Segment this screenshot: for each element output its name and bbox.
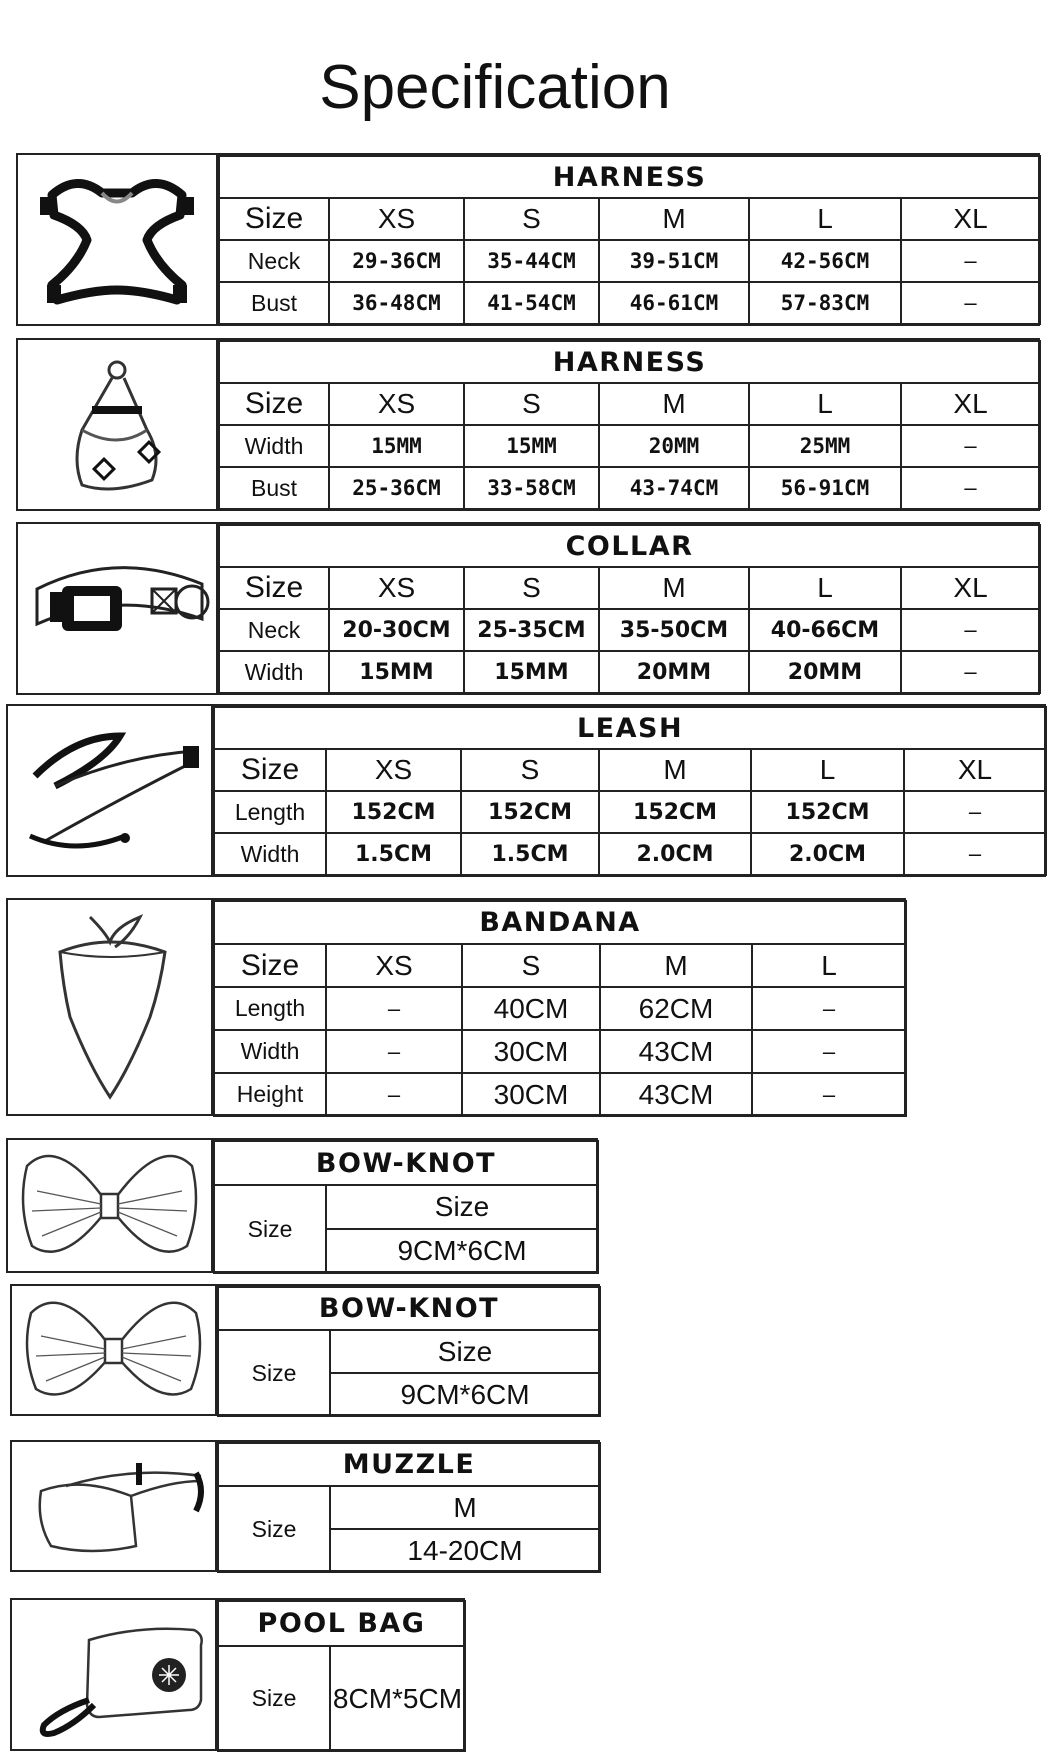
leash-section [6, 704, 1046, 877]
cell-value: 25MM [749, 425, 901, 467]
cell-value: 15MM [464, 425, 599, 467]
cell-value: 152CM [326, 791, 461, 833]
row-label: Length [214, 791, 326, 833]
size-m: M [599, 198, 749, 240]
size-xl: XL [904, 749, 1046, 791]
muzzle-section [10, 1440, 600, 1572]
row-label: Width [219, 651, 329, 693]
row-label: Neck [219, 240, 329, 282]
size-s: S [461, 749, 599, 791]
cell-value: 42-56CM [749, 240, 901, 282]
row-label: Size [218, 1330, 330, 1416]
cell-value: 43CM [600, 1073, 752, 1116]
cell-value: 41-54CM [464, 282, 599, 324]
cell-value: 152CM [751, 791, 904, 833]
harness-vest-section [16, 153, 1040, 326]
bow-knot-section [6, 1138, 598, 1273]
cell-value: 9CM*6CM [326, 1229, 598, 1273]
size-xs: XS [329, 567, 464, 609]
size-header: Size [219, 383, 329, 425]
size-xl: XL [901, 567, 1040, 609]
cell-value: 1.5CM [461, 833, 599, 875]
cell-value: 14-20CM [330, 1529, 600, 1572]
cell-value: 1.5CM [326, 833, 461, 875]
vest-harness-icon [18, 155, 218, 324]
size-xs: XS [329, 383, 464, 425]
size-m: M [600, 944, 752, 987]
bandana-icon [8, 900, 213, 1114]
collar-section [16, 522, 1040, 695]
cell-value: – [904, 791, 1046, 833]
cell-value: – [904, 833, 1046, 875]
cell-value: 15MM [329, 425, 464, 467]
row-label: Neck [219, 609, 329, 651]
table-heading: HARNESS [219, 156, 1040, 198]
cell-value: – [326, 987, 462, 1030]
cell-value: – [901, 609, 1040, 651]
cell-value: – [752, 987, 906, 1030]
cell-value: 2.0CM [751, 833, 904, 875]
row-label: Bust [219, 282, 329, 324]
cell-value: 39-51CM [599, 240, 749, 282]
row-label: Width [219, 425, 329, 467]
cell-value: – [752, 1030, 906, 1073]
size-s: S [462, 944, 600, 987]
cell-value: – [901, 425, 1040, 467]
cell-value: – [326, 1073, 462, 1116]
cell-value: 9CM*6CM [330, 1373, 600, 1416]
size-header: Size [219, 198, 329, 240]
size-l: L [749, 383, 901, 425]
table-heading: MUZZLE [218, 1443, 600, 1486]
cell-value: – [901, 467, 1040, 509]
cell-value: – [901, 651, 1040, 693]
size-header: Size [214, 944, 326, 987]
bow-knot-icon [8, 1140, 213, 1271]
cell-value: 40CM [462, 987, 600, 1030]
cell-value: 30CM [462, 1073, 600, 1116]
bow-knot-icon [12, 1286, 217, 1414]
step-in-harness-icon [18, 340, 218, 509]
table-heading: BANDANA [214, 901, 906, 944]
cell-value: – [901, 282, 1040, 324]
cell-value: 57-83CM [749, 282, 901, 324]
bow-knot-section [10, 1284, 600, 1416]
bandana-section [6, 898, 906, 1116]
size-xs: XS [329, 198, 464, 240]
cell-value: – [326, 1030, 462, 1073]
harness-step-in-section [16, 338, 1040, 511]
row-label: Length [214, 987, 326, 1030]
size-s: S [464, 383, 599, 425]
table-heading: BOW-KNOT [218, 1287, 600, 1330]
cell-value: – [752, 1073, 906, 1116]
cell-value: 35-44CM [464, 240, 599, 282]
cell-value: 29-36CM [329, 240, 464, 282]
cell-value: 35-50CM [599, 609, 749, 651]
row-label: Width [214, 1030, 326, 1073]
cell-value: 15MM [464, 651, 599, 693]
cell-value: 20MM [599, 651, 749, 693]
row-label: Bust [219, 467, 329, 509]
row-label: Size [218, 1486, 330, 1572]
cell-value: 2.0CM [599, 833, 751, 875]
size-l: L [752, 944, 906, 987]
row-label: Width [214, 833, 326, 875]
cell-value: 40-66CM [749, 609, 901, 651]
size-l: L [749, 198, 901, 240]
row-label: Size [214, 1185, 326, 1273]
cell-value: 20MM [749, 651, 901, 693]
table-heading: POOL BAG [218, 1601, 465, 1646]
cell-value: 36-48CM [329, 282, 464, 324]
size-header: Size [214, 749, 326, 791]
table-heading: HARNESS [219, 341, 1040, 383]
cell-value: 56-91CM [749, 467, 901, 509]
cell-value: 152CM [461, 791, 599, 833]
poop-bag-section [10, 1598, 465, 1751]
size-subheader: Size [326, 1185, 598, 1229]
cell-value: 33-58CM [464, 467, 599, 509]
cell-value: 43CM [600, 1030, 752, 1073]
poop-bag-holder-icon [12, 1600, 217, 1749]
cell-value: 25-36CM [329, 467, 464, 509]
size-s: S [464, 567, 599, 609]
size-m: M [599, 567, 749, 609]
collar-icon [18, 524, 218, 693]
muzzle-icon [12, 1442, 217, 1570]
cell-value: 46-61CM [599, 282, 749, 324]
leash-icon [8, 706, 213, 875]
table-heading: BOW-KNOT [214, 1141, 598, 1185]
cell-value: 25-35CM [464, 609, 599, 651]
size-l: L [751, 749, 904, 791]
size-subheader: Size [330, 1330, 600, 1373]
size-l: L [749, 567, 901, 609]
cell-value: 30CM [462, 1030, 600, 1073]
cell-value: 15MM [329, 651, 464, 693]
cell-value: – [901, 240, 1040, 282]
size-header: Size [219, 567, 329, 609]
cell-value: 62CM [600, 987, 752, 1030]
cell-value: 20MM [599, 425, 749, 467]
size-s: S [464, 198, 599, 240]
table-heading: LEASH [214, 707, 1046, 749]
table-heading: COLLAR [219, 525, 1040, 567]
row-label: Size [218, 1646, 330, 1751]
page-title: Specification [319, 53, 671, 122]
cell-value: 8CM*5CM [330, 1646, 465, 1751]
size-m: M [599, 749, 751, 791]
size-xl: XL [901, 383, 1040, 425]
cell-value: 20-30CM [329, 609, 464, 651]
size-m: M [599, 383, 749, 425]
row-label: Height [214, 1073, 326, 1116]
cell-value: 152CM [599, 791, 751, 833]
size-xs: XS [326, 944, 462, 987]
cell-value: 43-74CM [599, 467, 749, 509]
size-xs: XS [326, 749, 461, 791]
size-subheader: M [330, 1486, 600, 1529]
size-xl: XL [901, 198, 1040, 240]
